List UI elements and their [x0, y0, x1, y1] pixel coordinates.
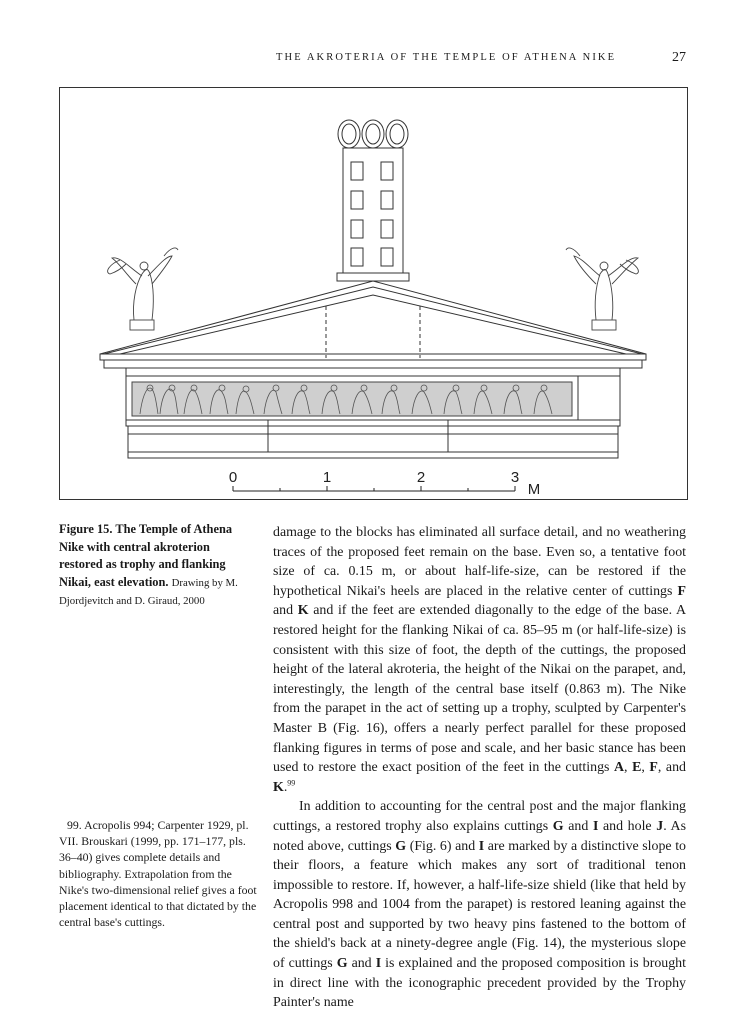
scale-label-3: 3 [510, 469, 520, 486]
paragraph-2: In addition to accounting for the central post and the major flanking cuttings, a restored trophy also explains cuttings G and I and hole J. As noted above, cuttings G (Fig. 6) and I are marked by a distinctive slope to their floors, a feature which makes any sort of traditional tenon impossible to restore. If, however, a half-life-size shield (like that held by Acropolis 998 and 1004 from the parapet) is restored leaning against the central post and supported by two heavy pins fastened to the bottom of the shield's back at a ninety-degree angle (Fig. 14), the mysterious slope of cuttings G and I is explained and the proposed composition is brought in direct line with the iconographic precedent provided by the Trophy Painter's name [273, 799, 686, 1011]
temple-elevation-drawing [60, 88, 687, 499]
scale-label-2: 2 [416, 469, 426, 486]
scale-label-1: 1 [322, 469, 332, 486]
scale-bar [233, 486, 515, 491]
left-nike-akroterion [108, 248, 178, 330]
page-number: 27 [672, 50, 686, 65]
central-trophy-akroterion [337, 120, 409, 281]
footnote-number: 99. [67, 818, 82, 832]
caption-title: Figure 15. The Temple of Athena Nike with central akroterion restored as trophy and flanking Nikai, east elevation. [59, 522, 233, 589]
footnote-reference-99[interactable]: 99 [287, 778, 296, 788]
footnote-99 [59, 817, 259, 930]
running-title: THE AKROTERIA OF THE TEMPLE OF ATHENA NIKE [276, 52, 617, 63]
footnote-text: Acropolis 994; Carpenter 1929, pl. VII. Brouskari (1999, pp. 171–177, pls. 36–40) gives complete details and bibliography. Extrapolation from the Nike's two-dimensional relief gives a foot placement identical to that dictated by the central base's cuttings. [59, 818, 257, 930]
paragraph-1: damage to the blocks has eliminated all surface detail, and no weathering traces of the proposed feet remain on the base. Even so, a tentative foot size of ca. 0.15 m, or about half-life-size, can be restored if the hypothetical Nikai's heels are placed in the relative center of cuttings F and K and if the feet are extended diagonally to the edge of the base. A restored height for the flanking Nikai of ca. 85–95 m (or half-life-size) is consistent with this size of foot, the depth of the cuttings, the proposed height of the lateral akroteria, the height of the Nikai on the parapet, and, interestingly, the length of the central base itself (0.863 m). The Nike from the parapet in the act of setting up a trophy, sculpted by Carpenter's Master B (Fig. 16), offers a nearly perfect parallel for these proposed flanking figures in terms of pose and scale, and her basic stance has been used to restore the exact position of the feet in the cuttings A, E, F, and K.$^{99}$ [273, 525, 686, 795]
scale-unit: M [527, 481, 541, 498]
figure-caption [59, 521, 251, 611]
caption-credit: Drawing by M. Djordjevitch and D. Giraud, 2000 [59, 576, 238, 608]
figure-15-drawing [59, 87, 688, 500]
scale-label-0: 0 [228, 469, 238, 486]
main-text-column [273, 523, 686, 1013]
right-nike-akroterion [566, 248, 638, 330]
pediment [100, 281, 646, 360]
